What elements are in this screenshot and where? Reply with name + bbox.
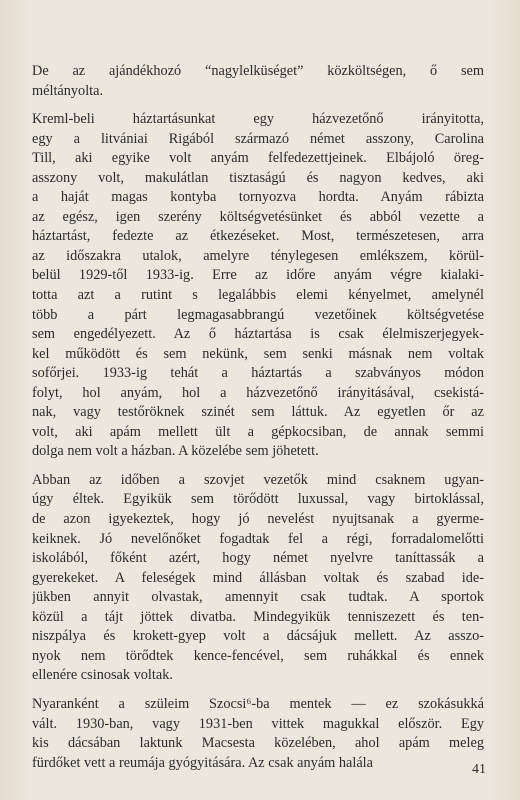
page-number: 41 [472, 762, 486, 777]
paragraph [32, 110, 484, 462]
text-line: asszony volt, makulátlan tisztaságú és nagyon kedves, aki [32, 169, 484, 186]
text-line: méltányolta. [32, 82, 104, 99]
text-line: dolga nem volt a házban. A közelébe sem jöhetett. [32, 443, 319, 460]
text-line: Kreml-beli háztartásunkat egy házvezetőnő irányitotta, [32, 111, 484, 128]
text-line: niszpálya és krokett-gyep volt a dácsájuk mellett. Az asszo- [32, 628, 484, 645]
text-line: de azon igyekeztek, hogy jó nevelést nyujtsanak a gyerme- [32, 511, 484, 528]
paragraph [32, 695, 484, 773]
text-line: sem engedélyezett. Az ő háztartása is csak élelmiszerjegyek- [32, 326, 484, 343]
text-line: folyt, hol anyám, hol a házvezetőnő irányitásával, csekistá- [32, 384, 484, 401]
text-line: ellenére csinosak voltak. [32, 667, 173, 684]
text-line: volt, aki apám mellett ült a gépkocsiban, de annak semmi [32, 423, 484, 440]
text-line: sofőrjei. 1933-ig tehát a háztartás a szabványos módon [32, 365, 484, 382]
paragraph [32, 471, 484, 686]
text-line: De az ajándékhozó “nagylelküséget” közköltségen, ő sem [32, 63, 484, 79]
text-line: Abban az időben a szovjet vezetők mind csaknem ugyan- [32, 471, 484, 488]
text-line: a haját magas kontyba tornyozva hordta. Anyám rábizta [32, 189, 484, 206]
text-line: totta azt a rutint s legalábbis elemi kényelmet, amelynél [32, 287, 484, 304]
text-line: kel működött és sem nekünk, sem senki másnak nem voltak [32, 345, 484, 362]
text-line: gyerekeket. A feleségek mind állásban voltak és szabad ide- [32, 569, 484, 586]
text-line: fürdőket vett a reumája gyógyitására. Az csak anyám halála [32, 754, 373, 771]
text-line: kis dácsában laktunk Macsesta közelében, ahol apám meleg [32, 735, 484, 752]
text-line: belül 1929-től 1933-ig. Erre az időre anyám végre kialaki- [32, 267, 484, 284]
text-line: nyok nem törődtek kence-fencével, sem ruhákkal és ennek [32, 647, 484, 664]
text-line: egy a litvániai Rigából származó német asszony, Carolina [32, 130, 484, 147]
text-line: az időszakra utalok, amelyre ténylegesen emlékszem, körül- [32, 247, 484, 264]
body-text [32, 62, 484, 773]
text-line: úgy éltek. Egyikük sem törődött luxussal, vagy birtoklással, [32, 491, 484, 508]
text-line: keiknek. Jó nevelőnőket fogadtak fel a régi, forradalomelőtti [32, 530, 484, 547]
text-line: jükben annyit olvastak, amennyit csak tudtak. A sportok [32, 589, 484, 606]
paragraph [32, 62, 484, 101]
text-line: nak, vagy testőröknek szinét sem láttuk. Az egyetlen őr az [32, 404, 484, 421]
text-line: Nyaranként a szüleim Szocsi⁶-ba mentek — ez szokásukká [32, 695, 484, 712]
text-line: több a párt legmagasabbrangú vezetőinek költségvetése [32, 306, 484, 323]
text-line: Till, aki egyike volt anyám felfedezettjeinek. Elbájoló öreg- [32, 150, 484, 167]
text-line: közül a tájt jöttek divatba. Mindegyikük tenniszezett és ten- [32, 608, 484, 625]
text-line: iskolából, főként azért, hogy német nyelvre taníttassák a [32, 550, 484, 567]
text-line: háztartást, fedezte az étkezéseket. Most, természetesen, arra [32, 228, 484, 245]
text-line: vált. 1930-ban, vagy 1931-ben vittek magukkal először. Egy [32, 715, 484, 732]
text-line: az egész, igen szerény költségvetésünket és abból vezette a [32, 208, 484, 225]
